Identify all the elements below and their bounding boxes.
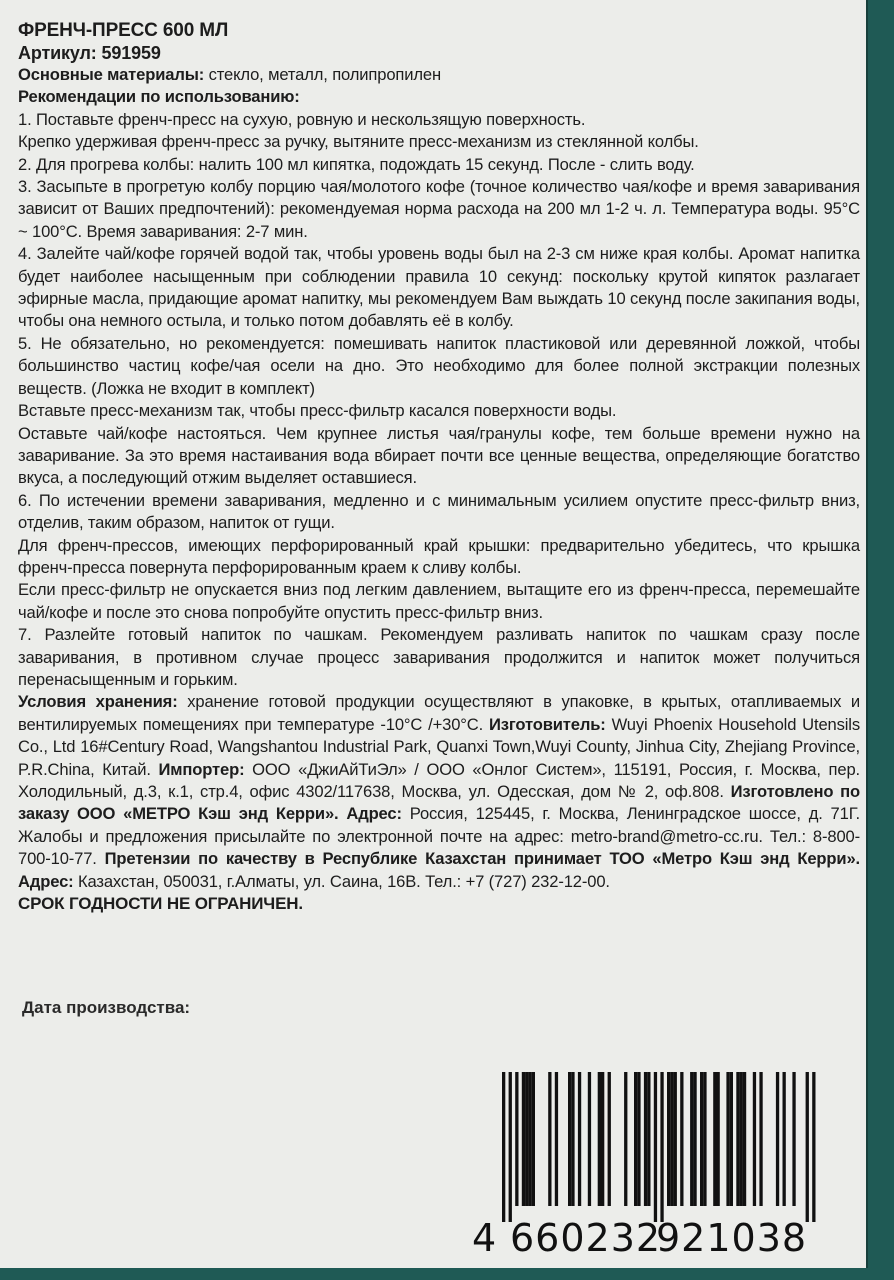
instruction-5b: Вставьте пресс-механизм так, чтобы пресс-фильтр касался поверхности воды. (18, 401, 617, 421)
barcode-bar (717, 1072, 720, 1206)
storage-label: Условия хранения: (18, 692, 178, 712)
barcode-bar (730, 1072, 733, 1206)
recommendations-heading: Рекомендации по использованию: (18, 87, 300, 107)
barcode-bar (726, 1072, 729, 1206)
barcode-left-digits: 660232 (510, 1216, 662, 1260)
barcode-lead-digit: 4 (472, 1216, 498, 1260)
product-title: ФРЕНЧ-ПРЕСС 600 МЛ (18, 20, 229, 41)
barcode-bar (713, 1072, 716, 1206)
barcode-right-digits: 921038 (656, 1216, 808, 1260)
barcode-bar (598, 1072, 601, 1206)
kz-label: Претензии по качеству в Республике Казахстан принимает ТОО «Метро Кэш энд Керри». Адрес: (18, 849, 860, 891)
ordered-text: Россия, 125445, г. Москва, Ленинградское шоссе, д. 71Г. Жалобы и предложения присылайте по электронной почте на адрес: metro-brand@metro-cc.ru. Тел.: 8-800-700-10-77. (18, 804, 860, 869)
barcode-bar (783, 1072, 786, 1206)
barcode-bar (525, 1072, 528, 1206)
sku-label: Артикул: (18, 43, 97, 63)
instruction-3: 3. Засыпьте в прогретую колбу порцию чая/молотого кофе (точное количество чая/кофе и время заваривания зависит от Ваших предпочтений): рекомендуемая норма расхода на 200 мл 1-2 ч. л. Температура воды. 95°С ~ 100°С. Время заваривания: 2-7 мин. (18, 177, 860, 241)
barcode-bar (571, 1072, 574, 1206)
barcode-bar (753, 1072, 756, 1206)
barcode-bar (509, 1072, 512, 1222)
label-text (18, 20, 860, 915)
barcode-bar (528, 1072, 531, 1206)
barcode-bar (680, 1072, 683, 1206)
barcode-bar (578, 1072, 581, 1206)
barcode-bar (667, 1072, 670, 1206)
barcode-bar (703, 1072, 706, 1206)
barcode-bar (660, 1072, 663, 1222)
instruction-4: 4. Залейте чай/кофе горячей водой так, чтобы уровень воды был на 2-3 см ниже края колбы. Аромат напитка будет наиболее насыщенным при соблюдении правила 10 секунд: поскольку крутой кипяток разлагает эфирные масла, придающие аромат напитку, мы рекомендуем Вам выждать 10 секунд после закипания воды, чтобы она немного остыла, и только потом добавлять её в колбу. (18, 244, 860, 331)
shelf-life: СРОК ГОДНОСТИ НЕ ОГРАНИЧЕН. (18, 894, 303, 914)
barcode-bar (700, 1072, 703, 1206)
materials-label: Основные материалы: (18, 65, 205, 84)
barcode (468, 1072, 838, 1264)
barcode-bar (792, 1072, 795, 1206)
instruction-1b: Крепко удерживая френч-пресс за ручку, вытяните пресс-механизм из стеклянной колбы. (18, 132, 699, 152)
barcode-bar (588, 1072, 591, 1206)
barcode-bar (736, 1072, 739, 1206)
barcode-bar (532, 1072, 535, 1206)
kz-text: Казахстан, 050031, г.Алматы, ул. Саина, 16В. Тел.: +7 (727) 232-12-00. (73, 871, 610, 891)
instruction-2: 2. Для прогрева колбы: налить 100 мл кипятка, подождать 15 секунд. После - слить воду. (18, 154, 695, 174)
barcode-bar (555, 1072, 558, 1206)
importer-text: ООО «ДжиАйТиЭл» / ООО «Онлог Систем», 115191, Россия, г. Москва, пер. Холодильный, д.3, к.1, стр.4, офис 4302/117638, Москва, ул. Одесская, дом № 2, оф.808. (18, 759, 860, 801)
materials-value: стекло, металл, полипропилен (204, 65, 441, 84)
barcode-bar (740, 1072, 743, 1206)
materials-line (18, 64, 860, 86)
barcode-bars (468, 1072, 838, 1222)
storage-text: хранение готовой продукции осуществляют в упаковке, в крытых, отапливаемых и вентилируемых помещениях при температуре -10°С /+30°С. (18, 692, 861, 734)
sku-value: 591959 (101, 43, 161, 63)
barcode-bar (759, 1072, 762, 1206)
importer-label: Импортер: (158, 759, 245, 779)
barcode-bar (776, 1072, 779, 1206)
barcode-bar (601, 1072, 604, 1206)
barcode-bar (644, 1072, 647, 1206)
barcode-bar (502, 1072, 505, 1222)
ordered-label: Изготовлено по заказу ООО «МЕТРО Кэш энд Керри». Адрес: (18, 782, 861, 824)
barcode-bar (548, 1072, 551, 1206)
barcode-bar (637, 1072, 640, 1206)
instruction-5: 5. Не обязательно, но рекомендуется: помешивать напиток пластиковой или деревянной ложкой, чтобы большинство частиц кофе/чая осели на дно. Это необходимо для более полной экстракции полезных веществ. (Ложка не входит в комплект) (18, 333, 860, 398)
barcode-bar (674, 1072, 677, 1206)
barcode-bar (743, 1072, 746, 1206)
instruction-6: 6. По истечении времени заваривания, медленно и с минимальным усилием опустите пресс-фильтр вниз, отделив, таким образом, напиток от гущи. (18, 490, 860, 533)
barcode-bar (515, 1072, 518, 1206)
instruction-1: 1. Поставьте френч-пресс на сухую, ровную и нескользящую поверхность. (18, 109, 586, 129)
barcode-bar (693, 1072, 696, 1206)
manufacturer-text: Wuyi Phoenix Household Utensils Co., Ltd 16#Century Road, Wangshantou Industrial Park, Quanxi Town,Wuyi County, Jinhua City, Zhejiang Province, P.R.China, Китай. (18, 714, 860, 779)
instruction-7: 7. Разлейте готовый напиток по чашкам. Рекомендуем разливать напиток по чашкам сразу после заваривания, в противном случае процесс заваривания продолжится и напиток может получиться перенасыщенным и горьким. (18, 625, 860, 689)
production-date-label: Дата производства: (22, 998, 191, 1017)
barcode-bar (634, 1072, 637, 1206)
barcode-bar (624, 1072, 627, 1206)
sku-line (18, 42, 860, 64)
instruction-6c: Если пресс-фильтр не опускается вниз под легким давлением, вытащите его из френч-пресса, перемешайте чай/кофе и после это снова попробуйте опустить пресс-фильтр вниз. (18, 580, 860, 622)
barcode-bar (647, 1072, 650, 1206)
barcode-bar (670, 1072, 673, 1206)
legal-block (18, 691, 860, 893)
barcode-bar (690, 1072, 693, 1206)
barcode-bar (568, 1072, 571, 1206)
instruction-5c: Оставьте чай/кофе настояться. Чем крупнее листья чая/гранулы кофе, тем больше времени нужно на заваривание. За это время настаивания вода вбирает почти все ценные вещества, определяющие богатство вкуса, а последующий отжим выделяет оставшиеся. (18, 423, 860, 488)
manufacturer-label: Изготовитель: (488, 714, 606, 734)
barcode-bar (654, 1072, 657, 1222)
barcode-bar (806, 1072, 809, 1222)
barcode-bar (608, 1072, 611, 1206)
barcode-bar (812, 1072, 815, 1222)
barcode-bar (522, 1072, 525, 1206)
instruction-6b: Для френч-прессов, имеющих перфорированный край крышки: предварительно убедитесь, что крышка френч-пресса повернута перфорированным краем к сливу колбы. (18, 535, 860, 577)
